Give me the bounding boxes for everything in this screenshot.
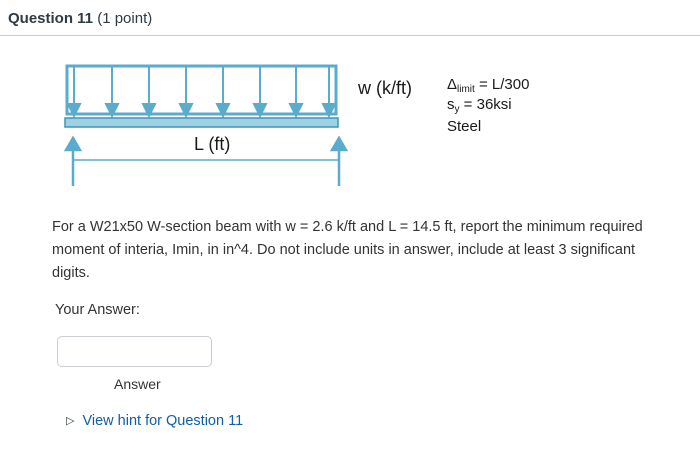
deflection-value: = L/300 <box>478 76 530 93</box>
your-answer-label: Your Answer: <box>55 302 140 318</box>
beam-diagram <box>0 0 700 200</box>
load-arrow <box>323 66 335 116</box>
load-arrow <box>254 66 266 116</box>
question-points: (1 point) <box>97 10 153 27</box>
load-arrow <box>143 66 155 116</box>
material-label: Steel <box>447 118 482 135</box>
yield-symbol: s <box>447 96 455 113</box>
yield-value: = 36ksi <box>463 96 512 113</box>
support-left <box>66 138 80 186</box>
question-prompt: For a W21x50 W-section beam with w = 2.6 k/ft and L = 14.5 ft, report the minimum required moment of interia, Imin, in in^4. Do not include units in answer, include at least 3 significant digits. <box>52 219 643 281</box>
load-arrow <box>217 66 229 116</box>
load-arrows <box>68 66 335 116</box>
span-label: L (ft) <box>194 134 231 154</box>
delta-symbol: Δ <box>447 76 458 93</box>
question-number: Question 11 <box>8 10 94 27</box>
answer-input[interactable] <box>57 336 212 367</box>
load-arrow <box>106 66 118 116</box>
load-arrow <box>180 66 192 116</box>
expand-triangle-icon: ▷ <box>66 415 75 427</box>
load-arrow <box>290 66 302 116</box>
support-right <box>332 138 346 186</box>
deflection-limit <box>447 76 529 95</box>
yield-subscript: y <box>454 104 460 115</box>
load-arrow <box>68 66 80 116</box>
load-label: w (k/ft) <box>358 78 412 98</box>
yield-strength <box>447 96 512 115</box>
view-hint-text: View hint for Question 11 <box>82 413 244 429</box>
view-hint-link[interactable] <box>66 413 243 429</box>
beam <box>65 118 338 127</box>
answer-caption: Answer <box>114 376 161 392</box>
delta-subscript: limit <box>457 84 475 95</box>
